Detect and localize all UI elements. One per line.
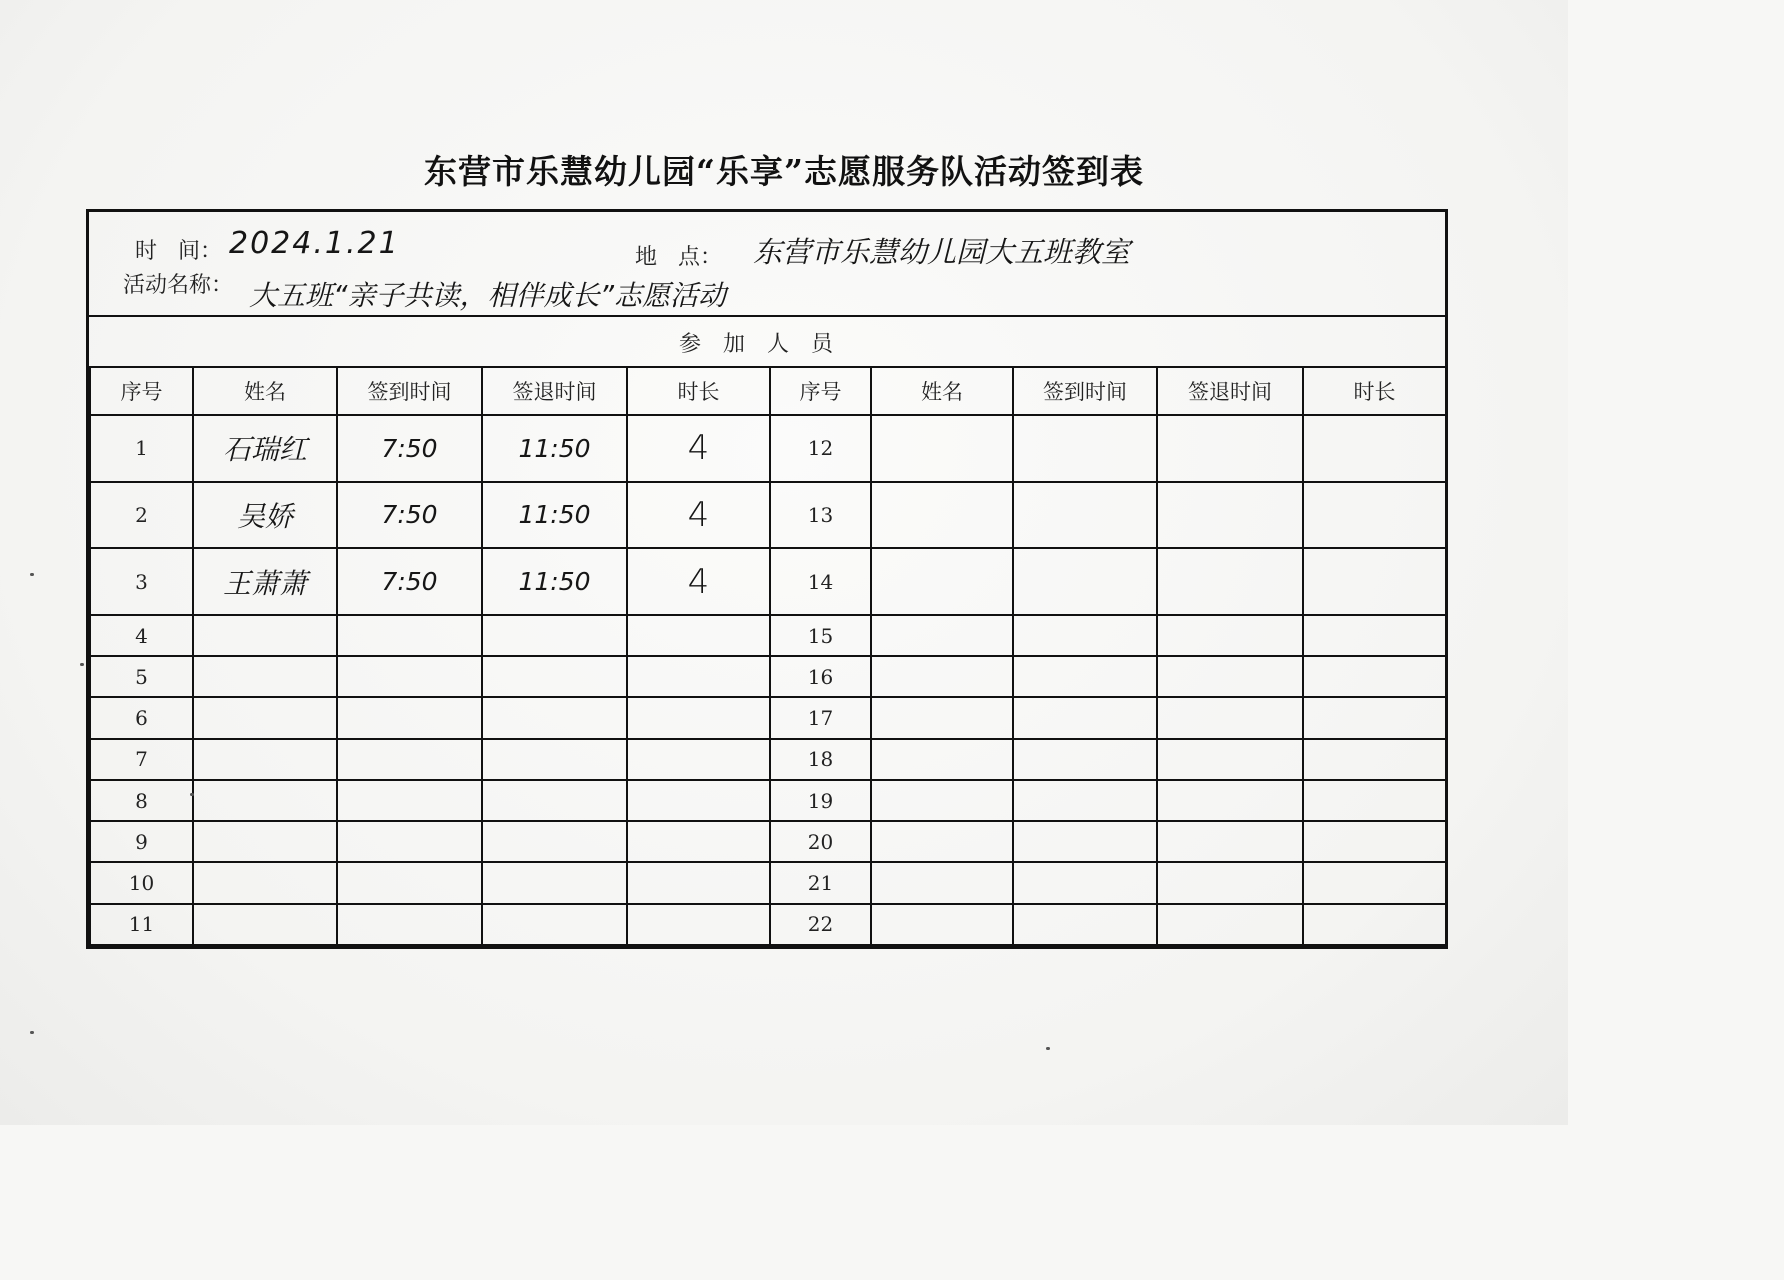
cell-dur-right	[1303, 697, 1446, 738]
cell-dur-right	[1303, 821, 1446, 862]
cell-no-left: 2	[90, 482, 193, 549]
header-row	[90, 367, 1446, 415]
cell-no-right: 20	[770, 821, 871, 862]
participants-table	[89, 366, 1447, 946]
cell-out-left: 11:50	[482, 482, 627, 549]
cell-dur-right	[1303, 482, 1446, 549]
table-body	[90, 415, 1446, 945]
cell-no-left: 10	[90, 862, 193, 903]
cell-dur-left	[627, 615, 770, 656]
time-label: 时 间：	[135, 239, 222, 264]
col-header-signin-right: 签到时间	[1013, 367, 1157, 415]
cell-out-left	[482, 904, 627, 945]
cell-in-right	[1013, 548, 1157, 615]
cell-name-right	[871, 656, 1013, 697]
cell-dur-left	[627, 821, 770, 862]
cell-dur-left	[627, 780, 770, 821]
cell-dur-right	[1303, 780, 1446, 821]
table-row	[90, 656, 1446, 697]
col-header-no-left: 序号	[90, 367, 193, 415]
cell-dur-left	[627, 697, 770, 738]
cell-no-left: 7	[90, 739, 193, 780]
cell-no-left: 5	[90, 656, 193, 697]
col-header-no-right: 序号	[770, 367, 871, 415]
cell-out-left	[482, 862, 627, 903]
cell-out-left: 11:50	[482, 548, 627, 615]
table-row	[90, 862, 1446, 903]
activity-name-label: 活动名称：	[123, 273, 234, 298]
cell-out-left	[482, 780, 627, 821]
cell-in-right	[1013, 904, 1157, 945]
activity-info	[89, 212, 1445, 316]
cell-dur-left: 4	[627, 548, 770, 615]
cell-in-left	[337, 780, 482, 821]
cell-no-right: 15	[770, 615, 871, 656]
cell-in-right	[1013, 415, 1157, 482]
col-header-duration-left: 时长	[627, 367, 770, 415]
cell-out-right	[1157, 697, 1303, 738]
table-row	[90, 904, 1446, 945]
cell-no-left: 4	[90, 615, 193, 656]
cell-in-left	[337, 904, 482, 945]
cell-name-left: 吴娇	[193, 482, 337, 549]
sign-in-sheet	[86, 209, 1448, 949]
cell-out-right	[1157, 656, 1303, 697]
cell-name-left	[193, 615, 337, 656]
cell-in-left: 7:50	[337, 415, 482, 482]
cell-name-right	[871, 739, 1013, 780]
cell-out-right	[1157, 548, 1303, 615]
cell-out-right	[1157, 415, 1303, 482]
cell-name-left	[193, 697, 337, 738]
cell-dur-left	[627, 656, 770, 697]
cell-dur-right	[1303, 656, 1446, 697]
cell-in-right	[1013, 656, 1157, 697]
cell-out-left	[482, 615, 627, 656]
cell-no-right: 12	[770, 415, 871, 482]
cell-dur-left	[627, 904, 770, 945]
cell-no-right: 19	[770, 780, 871, 821]
cell-name-right	[871, 904, 1013, 945]
cell-name-right	[871, 862, 1013, 903]
table-row	[90, 697, 1446, 738]
cell-name-right	[871, 415, 1013, 482]
table-row	[90, 548, 1446, 615]
cell-name-left: 石瑞红	[193, 415, 337, 482]
place-label: 地 点：	[635, 245, 722, 270]
cell-out-right	[1157, 821, 1303, 862]
cell-no-left: 3	[90, 548, 193, 615]
cell-in-right	[1013, 482, 1157, 549]
cell-out-left: 11:50	[482, 415, 627, 482]
cell-name-right	[871, 548, 1013, 615]
cell-out-right	[1157, 739, 1303, 780]
col-header-duration-right: 时长	[1303, 367, 1446, 415]
col-header-signin-left: 签到时间	[337, 367, 482, 415]
cell-dur-left	[627, 739, 770, 780]
cell-in-left: 7:50	[337, 482, 482, 549]
cell-in-left	[337, 656, 482, 697]
cell-out-left	[482, 697, 627, 738]
table-row	[90, 739, 1446, 780]
cell-no-right: 16	[770, 656, 871, 697]
cell-name-left: 王萧萧	[193, 548, 337, 615]
cell-no-left: 6	[90, 697, 193, 738]
participants-heading: 参加人员	[678, 332, 855, 357]
col-header-signout-left: 签退时间	[482, 367, 627, 415]
cell-in-left	[337, 739, 482, 780]
cell-in-right	[1013, 697, 1157, 738]
cell-no-right: 18	[770, 739, 871, 780]
cell-dur-right	[1303, 739, 1446, 780]
cell-in-right	[1013, 821, 1157, 862]
cell-in-left	[337, 821, 482, 862]
cell-dur-right	[1303, 548, 1446, 615]
cell-no-right: 17	[770, 697, 871, 738]
cell-in-left	[337, 615, 482, 656]
cell-out-left	[482, 739, 627, 780]
cell-out-left	[482, 656, 627, 697]
cell-out-right	[1157, 482, 1303, 549]
table-row	[90, 615, 1446, 656]
cell-name-left	[193, 739, 337, 780]
cell-in-right	[1013, 862, 1157, 903]
cell-name-left	[193, 904, 337, 945]
place-value: 东营市乐慧幼儿园大五班教室	[753, 235, 1131, 269]
cell-in-right	[1013, 739, 1157, 780]
cell-name-right	[871, 821, 1013, 862]
cell-dur-right	[1303, 615, 1446, 656]
cell-dur-right	[1303, 415, 1446, 482]
cell-no-right: 21	[770, 862, 871, 903]
cell-name-right	[871, 615, 1013, 656]
cell-name-right	[871, 780, 1013, 821]
time-value: 2024.1.21	[229, 226, 400, 261]
cell-name-right	[871, 697, 1013, 738]
cell-out-right	[1157, 615, 1303, 656]
table-row	[90, 780, 1446, 821]
divider	[89, 315, 1445, 317]
cell-dur-left: 4	[627, 482, 770, 549]
cell-in-left	[337, 697, 482, 738]
cell-no-left: 9	[90, 821, 193, 862]
cell-dur-left: 4	[627, 415, 770, 482]
document-title: 东营市乐慧幼儿园“乐享”志愿服务队活动签到表	[424, 152, 1144, 191]
cell-name-right	[871, 482, 1013, 549]
cell-out-right	[1157, 904, 1303, 945]
cell-no-right: 22	[770, 904, 871, 945]
cell-out-right	[1157, 862, 1303, 903]
cell-out-right	[1157, 780, 1303, 821]
cell-name-left	[193, 780, 337, 821]
cell-dur-right	[1303, 904, 1446, 945]
col-header-name-right: 姓名	[871, 367, 1013, 415]
cell-name-left	[193, 656, 337, 697]
cell-no-right: 13	[770, 482, 871, 549]
cell-dur-left	[627, 862, 770, 903]
cell-no-right: 14	[770, 548, 871, 615]
table-row	[90, 821, 1446, 862]
col-header-signout-right: 签退时间	[1157, 367, 1303, 415]
cell-no-left: 8	[90, 780, 193, 821]
cell-name-left	[193, 821, 337, 862]
table-row	[90, 415, 1446, 482]
cell-out-left	[482, 821, 627, 862]
cell-in-left: 7:50	[337, 548, 482, 615]
cell-in-left	[337, 862, 482, 903]
cell-dur-right	[1303, 862, 1446, 903]
cell-in-right	[1013, 615, 1157, 656]
col-header-name-left: 姓名	[193, 367, 337, 415]
table-row	[90, 482, 1446, 549]
activity-name-value: 大五班“亲子共读，相伴成长”志愿活动	[249, 279, 727, 312]
cell-name-left	[193, 862, 337, 903]
cell-in-right	[1013, 780, 1157, 821]
cell-no-left: 1	[90, 415, 193, 482]
cell-no-left: 11	[90, 904, 193, 945]
